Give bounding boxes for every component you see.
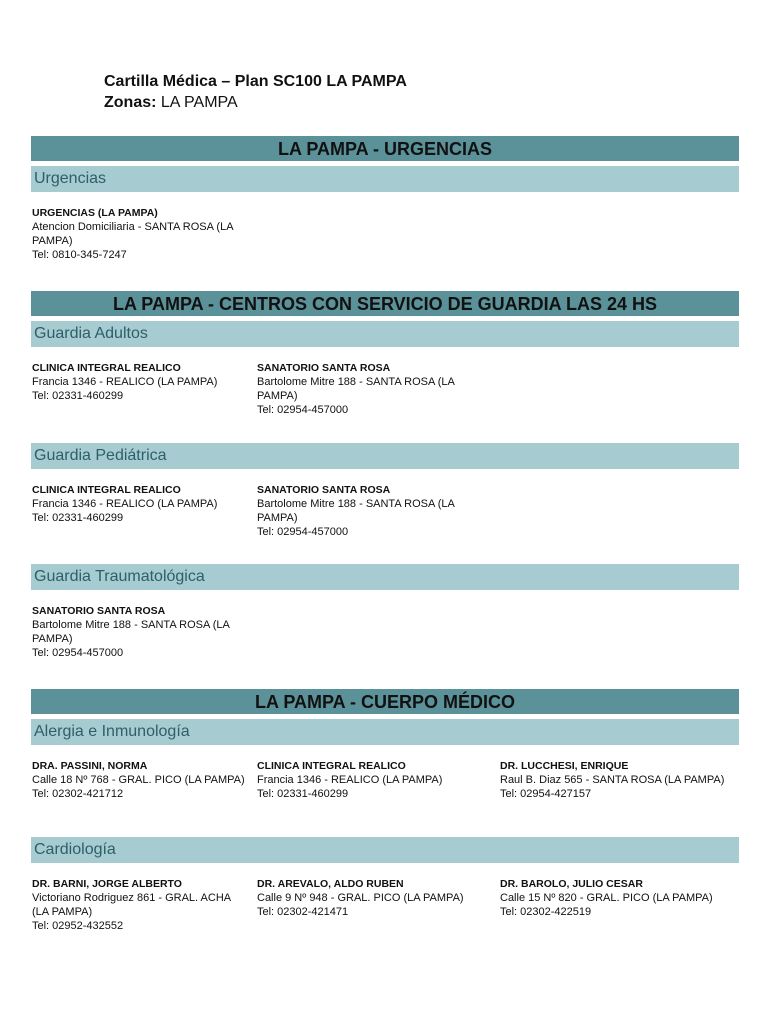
- provider-tel: Tel: 02954-457000: [257, 404, 349, 416]
- provider-entry: [257, 759, 472, 801]
- section-banner-urgencias: LA PAMPA - URGENCIAS: [31, 136, 739, 162]
- provider-entry: [32, 877, 247, 933]
- provider-tel: Tel: 02331-460299: [32, 512, 124, 524]
- subheading-guardia-traumatologica: Guardia Traumatológica: [31, 564, 739, 590]
- provider-entry: [257, 483, 472, 539]
- subheading-urgencias: Urgencias: [31, 166, 739, 192]
- provider-address: Bartolome Mitre 188 - SANTA ROSA (LA PAMPA): [32, 619, 230, 645]
- provider-name: SANATORIO SANTA ROSA: [257, 362, 391, 374]
- subheading-guardia-pediatrica: Guardia Pediátrica: [31, 443, 739, 469]
- provider-address: Bartolome Mitre 188 - SANTA ROSA (LA PAMPA): [257, 376, 455, 402]
- provider-name: SANATORIO SANTA ROSA: [32, 605, 166, 617]
- provider-address: Calle 18 Nº 768 - GRAL. PICO (LA PAMPA): [32, 774, 245, 786]
- subheading-cardiologia: Cardiología: [31, 837, 739, 863]
- provider-address: Francia 1346 - REALICO (LA PAMPA): [257, 774, 443, 786]
- provider-entry: [500, 759, 725, 801]
- provider-name: DR. AREVALO, ALDO RUBEN: [257, 878, 404, 890]
- provider-entry: [257, 361, 472, 417]
- provider-address: Calle 15 Nº 820 - GRAL. PICO (LA PAMPA): [500, 892, 713, 904]
- provider-tel: Tel: 02302-421471: [257, 906, 349, 918]
- provider-name: URGENCIAS (LA PAMPA): [32, 207, 158, 219]
- provider-entry: [257, 877, 472, 919]
- provider-entry: [32, 206, 247, 262]
- provider-tel: Tel: 02954-457000: [257, 526, 349, 538]
- provider-entry: [32, 759, 247, 801]
- provider-tel: Tel: 02952-432552: [32, 920, 124, 932]
- provider-tel: Tel: 02954-457000: [32, 647, 124, 659]
- provider-address: Calle 9 Nº 948 - GRAL. PICO (LA PAMPA): [257, 892, 464, 904]
- provider-name: CLINICA INTEGRAL REALICO: [257, 760, 406, 772]
- section-banner-guardia: LA PAMPA - CENTROS CON SERVICIO DE GUARDIA LAS 24 HS: [31, 291, 739, 317]
- document-header: [104, 72, 407, 114]
- provider-name: DRA. PASSINI, NORMA: [32, 760, 148, 772]
- provider-tel: Tel: 02331-460299: [257, 788, 349, 800]
- provider-address: Francia 1346 - REALICO (LA PAMPA): [32, 376, 218, 388]
- provider-address: Victoriano Rodriguez 861 - GRAL. ACHA (LA PAMPA): [32, 892, 231, 918]
- provider-name: DR. LUCCHESI, ENRIQUE: [500, 760, 629, 772]
- provider-tel: Tel: 02302-422519: [500, 906, 592, 918]
- provider-address: Francia 1346 - REALICO (LA PAMPA): [32, 498, 218, 510]
- provider-tel: Tel: 0810-345-7247: [32, 249, 127, 261]
- provider-entry: [32, 361, 247, 403]
- provider-name: DR. BARNI, JORGE ALBERTO: [32, 878, 182, 890]
- provider-address: Atencion Domiciliaria - SANTA ROSA (LA PAMPA): [32, 221, 233, 247]
- provider-tel: Tel: 02954-427157: [500, 788, 592, 800]
- provider-tel: Tel: 02302-421712: [32, 788, 124, 800]
- subheading-alergia: Alergia e Inmunología: [31, 719, 739, 745]
- section-banner-cuerpo-medico: LA PAMPA - CUERPO MÉDICO: [31, 689, 739, 715]
- provider-name: DR. BAROLO, JULIO CESAR: [500, 878, 643, 890]
- zones-label: Zonas:: [104, 94, 157, 111]
- zones-line: [104, 92, 407, 114]
- provider-entry: [32, 604, 247, 660]
- provider-tel: Tel: 02331-460299: [32, 390, 124, 402]
- subheading-guardia-adultos: Guardia Adultos: [31, 321, 739, 347]
- provider-entry: [500, 877, 725, 919]
- provider-address: Raul B. Diaz 565 - SANTA ROSA (LA PAMPA): [500, 774, 725, 786]
- provider-name: CLINICA INTEGRAL REALICO: [32, 484, 181, 496]
- document-title: Cartilla Médica – Plan SC100 LA PAMPA: [104, 73, 407, 90]
- provider-name: CLINICA INTEGRAL REALICO: [32, 362, 181, 374]
- provider-name: SANATORIO SANTA ROSA: [257, 484, 391, 496]
- provider-entry: [32, 483, 247, 525]
- zones-value: LA PAMPA: [160, 94, 238, 111]
- provider-address: Bartolome Mitre 188 - SANTA ROSA (LA PAMPA): [257, 498, 455, 524]
